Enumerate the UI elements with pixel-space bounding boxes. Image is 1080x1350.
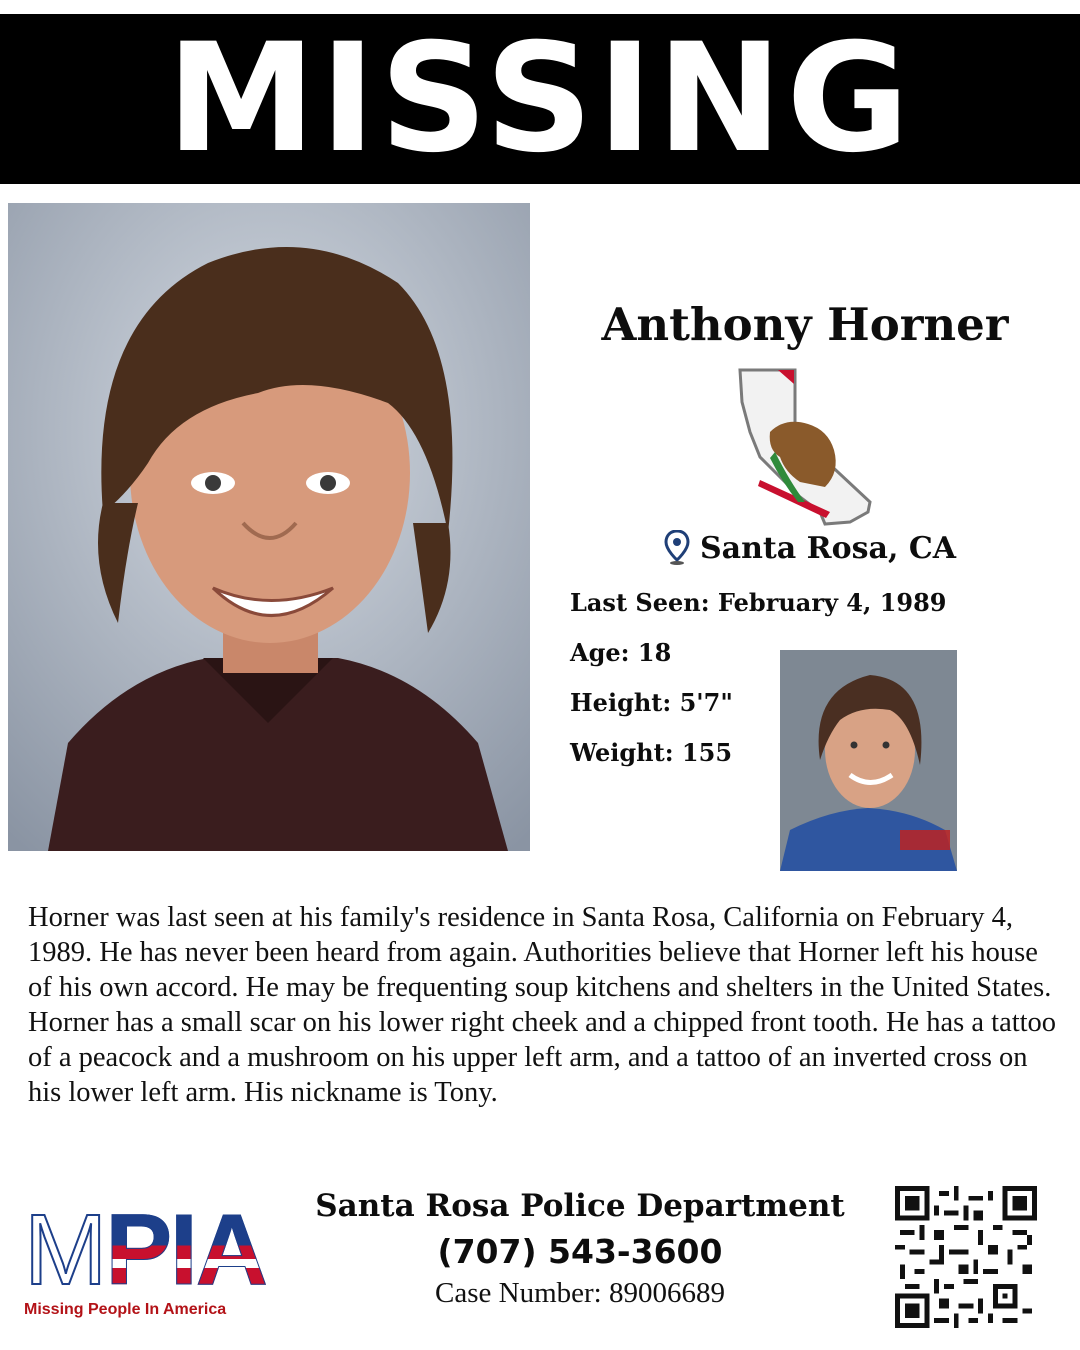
logo-tagline: Missing People In America [24, 1301, 227, 1318]
location-text: Santa Rosa, CA [700, 530, 956, 566]
qr-code-icon[interactable] [895, 1186, 1037, 1328]
case-description: Horner was last seen at his family's residence in Santa Rosa, California on February 4, 1989. He has never been heard from again. Authorities believe that Horner left his house of his own accord. He may be frequenting soup kitchens and shelters in the United States. Horner has a small scar on his lower right cheek and a chipped front tooth. He has a tattoo of a peacock and a mushroom on his upper left arm, and a tattoo of an inverted cross on his lower left arm. His nickname is Tony. [28, 902, 1057, 1108]
map-pin-icon [664, 530, 690, 566]
weight-value: Weight: 155 [570, 738, 733, 767]
age-progression-photo [780, 650, 957, 871]
height-value: Height: 5'7" [570, 688, 733, 717]
contact-info [300, 1188, 860, 1310]
age-progressed-portrait [780, 650, 957, 871]
portrait-illustration [8, 203, 530, 851]
age-value: Age: 18 [570, 638, 672, 667]
logo-letters-pia: PIA [105, 1194, 267, 1306]
agency-name: Santa Rosa Police Department [315, 1188, 845, 1224]
missing-person-name: Anthony Horner [601, 298, 1009, 351]
main-photo [8, 203, 530, 851]
mpia-logo [24, 1194, 284, 1325]
logo-letter-m: M [24, 1194, 106, 1306]
last-seen-date: Last Seen: February 4, 1989 [570, 588, 947, 617]
last-location [600, 530, 1020, 566]
california-flag-map-icon [730, 362, 880, 530]
missing-banner [0, 14, 1080, 184]
agency-phone[interactable]: (707) 543-3600 [437, 1232, 723, 1271]
case-number: Case Number: 89006689 [435, 1277, 725, 1309]
banner-title: MISSING [166, 12, 914, 186]
